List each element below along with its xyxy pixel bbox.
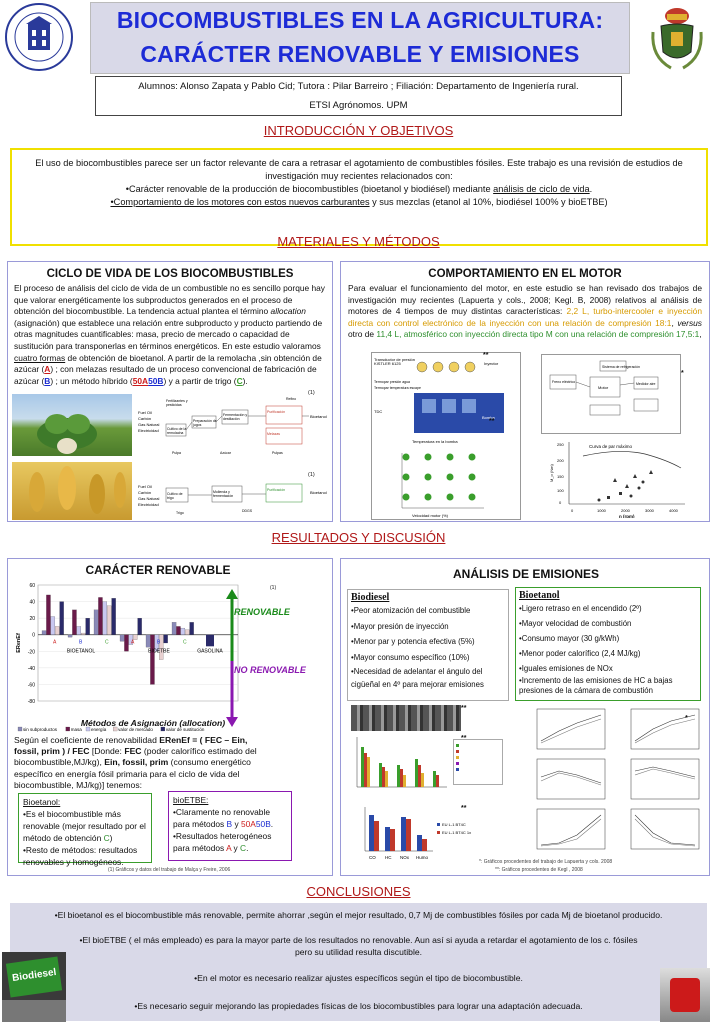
bar-masa-B [150, 635, 154, 685]
svg-text:Fermentación y: Fermentación y [223, 413, 248, 417]
svg-text:trigo: trigo [167, 496, 174, 500]
chart-caption: Métodos de Asignación (allocation) [80, 718, 226, 728]
emis-star-4: * [685, 715, 688, 722]
bioetbe-summary-title: bioETBE: [173, 795, 209, 805]
bar-valor-de-sustitución-C [190, 622, 194, 634]
svg-text:Fertilizantes y: Fertilizantes y [166, 399, 188, 403]
methods-heading: MATERIALES Y MÉTODOS [277, 234, 440, 249]
bar-valor-de-mercado-B [159, 635, 163, 660]
sub-label: A [53, 639, 57, 646]
svg-text:250: 250 [557, 442, 564, 447]
engine-layout-schematic [541, 354, 681, 434]
svg-text:pesticidas: pesticidas [166, 403, 182, 407]
svg-text:jugos: jugos [193, 423, 202, 427]
no-renovable-label: NO RENOVABLE [234, 665, 306, 675]
svg-text:Freno eléctrico: Freno eléctrico [552, 380, 576, 384]
svg-text:Molienda y: Molienda y [213, 490, 230, 494]
bar-sin-subproductos-B [146, 635, 150, 647]
renovable-label: RENOVABLE [234, 607, 290, 617]
group-label: GASOLINA [197, 648, 223, 655]
svg-text:KISTLER 6125: KISTLER 6125 [374, 361, 401, 366]
svg-text:Gas Natural: Gas Natural [138, 496, 160, 501]
svg-text:0: 0 [559, 500, 562, 505]
title-line-2: CARÁCTER RENOVABLE Y EMISIONES [140, 41, 580, 67]
bar-energía-C [181, 628, 185, 635]
multibar-legend [453, 739, 503, 785]
svg-text:remolacha: remolacha [167, 431, 184, 435]
intro-bullet-2: •Comportamiento de los motores con estos nuevos carburantes y sus mezclas (etanol al 10%, biodiésel 100% y bioETBE) [110, 197, 608, 207]
svg-text:DDGS: DDGS [242, 509, 253, 513]
svg-text:3000: 3000 [645, 508, 654, 513]
svg-text:Temperatura en la bomba: Temperatura en la bomba [412, 439, 458, 444]
bar-sin-subproductos-A [42, 631, 46, 635]
intro-box [10, 148, 708, 246]
bar-masa-A [46, 595, 50, 635]
emissions-panel [340, 558, 710, 876]
chart-figure-number: (1) [270, 585, 277, 591]
group-label: BIOETBE [148, 648, 170, 655]
svg-text:M_o (Nm): M_o (Nm) [549, 464, 554, 482]
svg-text:Refino: Refino [286, 397, 297, 401]
bar-sin-subproductos-B [68, 635, 72, 637]
legend-label: energía [91, 727, 107, 732]
legend-label: masa [70, 727, 82, 732]
svg-text:Inyector: Inyector [484, 361, 499, 366]
svg-text:Velocidad motor (%): Velocidad motor (%) [412, 513, 449, 518]
bioetanol-emissions-title: Bioetanol [519, 590, 560, 601]
y-axis-label: ERenEf [16, 633, 22, 653]
bar-masa-B [72, 610, 76, 635]
y-tick-label: 0 [32, 632, 35, 639]
life-cycle-text: El proceso de análisis del ciclo de vida de un combustible no es sencillo porque hay que valorar energéticamente los subproductos generados en el proceso de obtención del biocombustible. La tendencia actual plantea el término allocation (asignación) que establece una relación entre subproducto y producto partiendo de otras magnitudes cuantificables: masa, precio de mercado o capacidad de sustitución para transponerlas en términos energéticos. En este estudio valoramos cuatro formas de obtención de bioetanol. A partir de la remolacha ,sin obtención de azúcar (A) ; con melazas resultado de un proceso convencional de fabricación de azúcar (B) ; un método híbrido (50A50B) y a partir de trigo (C). [14, 283, 325, 386]
svg-text:Gas Natural: Gas Natural [138, 422, 160, 427]
bar-sin-subproductos-C [172, 622, 176, 634]
bioetbe-summary-item-1: •Claramente no renovable para métodos B y 50A50B. [173, 807, 274, 829]
svg-text:Pulpa: Pulpa [172, 451, 181, 455]
emissions-line-plots [519, 705, 709, 855]
bar-label-nox: NOx [400, 855, 409, 860]
svg-text:200: 200 [557, 458, 564, 463]
authors-line: Alumnos: Alonso Zapata y Pablo Cid; Tutora : Pilar Barreiro ; Filiación: Departamento de Ingeniería rural. [138, 81, 579, 92]
svg-text:Electricidad: Electricidad [138, 428, 159, 433]
svg-text:Fuel Oil: Fuel Oil [138, 410, 152, 415]
bar-label-hc: HC [385, 855, 392, 860]
svg-text:Carbón: Carbón [138, 490, 152, 495]
emissions-bar-chart [353, 805, 503, 863]
svg-text:destilación: destilación [223, 417, 240, 421]
university-logo [4, 2, 74, 72]
svg-text:Purificación: Purificación [267, 410, 286, 414]
bioetbe-summary-box [168, 791, 292, 861]
bar-valor-de-mercado-B [81, 633, 85, 635]
svg-text:Bioetanol: Bioetanol [310, 414, 327, 419]
motor-star-1: ** [483, 352, 489, 359]
legend-label: valor de sustitución [165, 727, 205, 732]
svg-text:1000: 1000 [597, 508, 606, 513]
biodiesel-list [351, 603, 505, 691]
bar-energía-B [77, 626, 81, 634]
svg-text:100: 100 [557, 488, 564, 493]
svg-text:Cultivo de: Cultivo de [167, 492, 183, 496]
renewable-title: CARÁCTER RENOVABLE [85, 563, 231, 577]
sub-label: C [183, 639, 187, 646]
bar-masa-C [98, 597, 102, 634]
y-tick-label: 60 [29, 583, 35, 589]
intro-heading: INTRODUCCIÓN Y OBJETIVOS [263, 123, 454, 138]
svg-text:0: 0 [571, 508, 574, 513]
wheat-process-diagram [136, 476, 330, 518]
bar-label-co: CO [369, 855, 376, 860]
svg-text:Medidor aire: Medidor aire [636, 382, 656, 386]
biodiesel-item: •Necesidad de adelantar el ángulo del cigüeñal en 4º para mejorar emisiones [351, 667, 484, 689]
fuel-nozzle-photo [660, 968, 710, 1022]
motor-star-2: ** [489, 418, 495, 425]
y-tick-label: -20 [27, 649, 35, 656]
bar-valor-de-sustitución-B [164, 635, 168, 643]
legend-label: valor de mercado [118, 727, 153, 732]
svg-text:Termopar temperatura escape: Termopar temperatura escape [374, 386, 421, 390]
y-tick-label: 20 [29, 616, 35, 623]
intro-bullet-1: •Carácter renovable de la producción de biocombustibles (bioetanol y biodiésel) mediante análisis de ciclo de vida. [125, 184, 593, 194]
bar-energía-A [51, 616, 55, 634]
torque-curve-plot [549, 438, 689, 518]
school-line: ETSI Agrónomos. UPM [309, 100, 408, 111]
svg-text:Trigo: Trigo [176, 511, 184, 515]
engine-bench-diagram [371, 352, 521, 520]
bioetanol-item: •Mayor velocidad de combustión [519, 619, 632, 628]
svg-text:2000: 2000 [621, 508, 630, 513]
svg-text:Bomba: Bomba [482, 415, 495, 420]
bar-legend-2: EU L-1 BT4C 1x [442, 830, 472, 835]
biodiesel-item: •Mayor consumo específico (10%) [351, 652, 470, 662]
biodiesel-item: •Peor atomización del combustible [351, 606, 471, 615]
sub-label: A [131, 639, 135, 646]
svg-text:4000: 4000 [669, 508, 678, 513]
bioetanol-emissions-box [515, 587, 701, 701]
bioetanol-summary-title: Bioetanol: [23, 797, 61, 807]
biodiesel-box [347, 589, 509, 701]
emissions-footnote-1: *: Gráficos procedentes del trabajo de Lapuerta y cols. 2008 [479, 859, 613, 865]
svg-text:Electricidad: Electricidad [138, 502, 159, 507]
biodiesel-item: •Menor par y potencia efectiva (5%) [351, 637, 475, 646]
svg-text:Curva de par máximo: Curva de par máximo [589, 444, 633, 449]
conclusion-2: •El bioETBE ( el más empleado) es para la mayor parte de los resultados no renovable. Aun así si ayuda a retardar el agotamiento de los c. fósiles pero su utilidad resulta discutible. [79, 935, 638, 957]
emissions-title: ANÁLISIS DE EMISIONES [452, 567, 600, 581]
svg-text:Purificación: Purificación [267, 488, 286, 492]
bioetbe-summary-item-2: •Resultados heterogéneos para métodos A y C. [173, 831, 272, 853]
svg-text:Motor: Motor [598, 385, 609, 390]
bar-sin-subproductos-A [120, 635, 124, 642]
emis-star-3: ** [461, 805, 467, 812]
renewable-panel [7, 558, 333, 876]
conclusion-4: •Es necesario seguir mejorando las propiedades físicas de los biocombustibles para lograr una adaptación adecuada. [134, 1001, 583, 1011]
wheat-photo [12, 462, 132, 520]
life-cycle-title: CICLO DE VIDA DE LOS BIOCOMBUSTIBLES [46, 268, 294, 280]
title-line-1: BIOCOMBUSTIBLES EN LA AGRICULTURA: [116, 7, 604, 33]
motor-text: Para evaluar el funcionamiento del motor, en este estudio se han revisado dos trabajos de investigación muy recientes (Lapuerta y cols., 2008; Kegl. B, 2008) relativos al análisis de motores de 4 tiempos de muy distintas características: 2,2 L, turbo-intercooler e inyección directa con control electrónico de la inyección con una relación de compresión 18:1, versus otro de 11,4 L, atmosférico con inyección directa tipo M con una relación de compresión 17,5:1, [348, 283, 702, 340]
life-cycle-panel [7, 261, 333, 522]
y-tick-label: -60 [27, 682, 35, 689]
results-heading: RESULTADOS Y DISCUSIÓN [271, 530, 446, 545]
bar-valor-de-sustitución-B [86, 618, 90, 635]
conclusions-heading: CONCLUSIONES [306, 884, 411, 899]
bioetanol-emissions-list [519, 601, 697, 696]
bioetanol-item: •Incremento de las emisiones de HC a bajas presiones de la cámara de combustión [519, 676, 673, 695]
bar-masa-C [176, 626, 180, 634]
svg-text:Termopar presión agua: Termopar presión agua [374, 380, 410, 384]
conclusion-1: •El bioetanol es el biocombustible más renovable, permite ahorrar ,según el mejor resultado, 0,7 Mj de combustibles fósiles por cada Mj de bioetanol producido. [54, 910, 663, 920]
motor-panel [340, 261, 710, 522]
legend-label: sin subproductos [23, 727, 58, 732]
bar-energía-C [103, 602, 107, 635]
svg-text:Cultivo de la: Cultivo de la [167, 427, 187, 431]
bar-valor-de-mercado-C [107, 606, 111, 635]
legend-swatch [18, 727, 22, 731]
biodiesel-item: •Mayor presión de inyección [351, 621, 449, 631]
svg-text:n (rpm): n (rpm) [619, 514, 635, 518]
pump-label: Biodiesel [11, 966, 58, 985]
bar-valor-de-sustitución-A [60, 602, 64, 635]
intro-paragraph: El uso de biocombustibles parece ser un factor relevante de cara a retrasar el agotamiento de combustibles fósiles. Este trabajo es una revisión de estudios de investigación muy recientes relacionados con: [35, 158, 683, 181]
svg-text:Pulpas: Pulpas [272, 451, 283, 455]
motor-title: COMPORTAMIENTO EN EL MOTOR [428, 268, 622, 280]
emissions-footnote-2: **: Gráficos procedentes de Kegl , 2008 [495, 867, 583, 873]
bar-sin-subproductos-C [94, 610, 98, 635]
svg-text:Preparación de: Preparación de [193, 419, 217, 423]
bioetanol-item: •Menor poder calorífico (2,4 MJ/kg) [519, 649, 641, 658]
bioetanol-summary-item-2: •Resto de métodos: resultados renovables y homogéneos. [23, 845, 138, 867]
sub-label: B [79, 639, 83, 646]
conclusions-box [10, 903, 707, 1021]
svg-text:Transductor de presión: Transductor de presión [374, 357, 415, 362]
sub-label: B [157, 639, 161, 646]
spray-photo-strip [351, 705, 461, 731]
svg-text:150: 150 [557, 474, 564, 479]
bar-label-humo: Humo [416, 855, 429, 860]
svg-text:Bioetanol: Bioetanol [310, 490, 327, 495]
authors-box [95, 76, 622, 116]
renewable-source-note: (1) Gráficos y datos del trabajo de Malça y Freire, 2006 [108, 867, 231, 873]
figure-number-2: (1) [308, 472, 315, 478]
renewability-bar-chart [12, 579, 252, 735]
bioetanol-item: •Iguales emisiones de NOx [519, 664, 613, 673]
poster-title-banner [90, 2, 630, 74]
bar-valor-de-sustitución-C [112, 598, 116, 634]
bioetanol-summary-box [18, 793, 152, 867]
group-label: BIOETANOL [66, 648, 96, 655]
motor-star-3: * [681, 370, 684, 377]
svg-text:Melazas: Melazas [267, 432, 281, 436]
svg-text:Azúcar: Azúcar [220, 451, 231, 455]
school-crest-logo [641, 2, 713, 74]
beet-process-diagram [136, 394, 330, 460]
svg-text:Carbón: Carbón [138, 416, 152, 421]
y-tick-label: 40 [29, 599, 35, 606]
biodiesel-title: Biodiesel [351, 592, 390, 603]
emis-star-2: ** [461, 735, 467, 742]
conclusion-3: •En el motor es necesario realizar ajustes específicos según el tipo de biocombustible. [194, 973, 523, 983]
bar-legend-1: EU L-1 BT4C [442, 822, 466, 827]
biodiesel-pump-photo [2, 952, 66, 1022]
bioetanol-item: •Ligero retraso en el encendido (2º) [519, 604, 642, 613]
bar-valor-de-sustitución-A [138, 618, 142, 635]
y-tick-label: -80 [27, 699, 35, 705]
emissions-multibar-chart [351, 735, 451, 797]
bioetanol-summary-item-1: •Es el biocombustible más renovable (mejor resultado por el método de obtención C) [23, 809, 146, 843]
svg-text:Fuel Oil: Fuel Oil [138, 484, 152, 489]
y-tick-label: -40 [27, 665, 35, 672]
bioetanol-item: •Consumo mayor (30 g/kWh) [519, 634, 620, 643]
sub-label: C [105, 639, 109, 646]
bar-valor-de-mercado-A [55, 626, 59, 634]
svg-text:TDC: TDC [374, 409, 383, 414]
bar-gasolina [206, 635, 214, 647]
sugar-beet-photo [12, 394, 132, 456]
svg-text:fermentación: fermentación [213, 494, 234, 498]
bar-masa-A [124, 635, 128, 652]
emis-star-1: ** [461, 705, 467, 712]
formula-text: Según el coeficiente de renovabilidad ERenEf = ( FEC – Ein, fossil, prim ) / FEC [Donde: FEC (poder calorífico estimado del biocombustible,MJ/kg), Ein, fossil, prim (consumo energético específico en energía fósil primaria para el ciclo de vida del biocombustible, MJ/kg)] tenemos: [14, 735, 257, 790]
svg-text:Sistema de refrigeración: Sistema de refrigeración [602, 365, 640, 369]
figure-number-1: (1) [308, 390, 315, 396]
bar-valor-de-mercado-C [185, 630, 189, 635]
